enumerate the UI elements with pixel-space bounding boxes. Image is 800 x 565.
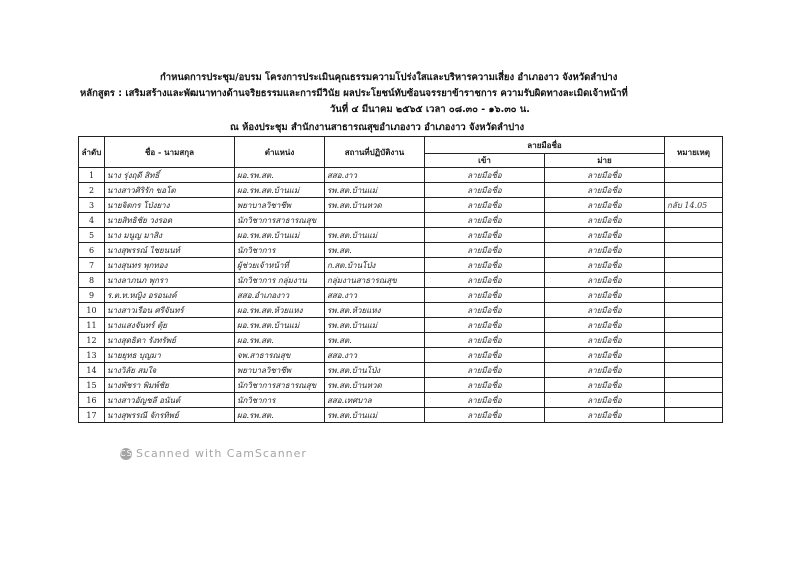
row-number: 6: [79, 243, 105, 258]
row-remark: [665, 408, 723, 423]
row-sign-out: ลายมือชื่อ: [545, 168, 665, 183]
row-number: 17: [79, 408, 105, 423]
row-sign-out: ลายมือชื่อ: [545, 378, 665, 393]
row-position: จพ.สาธารณสุข: [235, 348, 325, 363]
col-header-name: ชื่อ - นามสกุล: [105, 137, 235, 168]
table-row: [79, 288, 723, 303]
table-row: [79, 198, 723, 213]
row-name: นาง มนูญ มาสิง: [105, 228, 235, 243]
table-row: [79, 168, 723, 183]
row-name: นายยุทธ บุญมา: [105, 348, 235, 363]
row-sign-in: ลายมือชื่อ: [425, 258, 545, 273]
row-workplace: สสอ.งาว: [325, 168, 425, 183]
table-row: [79, 273, 723, 288]
row-remark: [665, 213, 723, 228]
row-number: 8: [79, 273, 105, 288]
row-number: 3: [79, 198, 105, 213]
row-sign-out: ลายมือชื่อ: [545, 363, 665, 378]
watermark-text: Scanned with CamScanner: [136, 447, 307, 460]
attendance-table: [78, 136, 723, 423]
row-sign-out: ลายมือชื่อ: [545, 243, 665, 258]
scanner-watermark: [120, 447, 450, 461]
row-number: 9: [79, 288, 105, 303]
row-position: ผอ.รพ.สต.ห้วยแหง: [235, 303, 325, 318]
header-date: วันที่ ๔ มีนาคม ๒๕๖๕ เวลา ๐๘.๓๐ - ๑๖.๓๐ น.: [330, 104, 530, 115]
row-sign-out: ลายมือชื่อ: [545, 333, 665, 348]
row-number: 5: [79, 228, 105, 243]
row-name: นางลาภนภ พุกรา: [105, 273, 235, 288]
col-header-signature: ลายมือชื่อ: [425, 137, 665, 154]
row-number: 14: [79, 363, 105, 378]
table-body: [79, 168, 723, 423]
row-sign-in: ลายมือชื่อ: [425, 288, 545, 303]
row-sign-in: ลายมือชื่อ: [425, 228, 545, 243]
row-name: ร.ต.ท.หญิง อรอนงค์: [105, 288, 235, 303]
row-name: นางสุดธิดา รังทรัพย์: [105, 333, 235, 348]
col-header-workplace: สถานที่ปฏิบัติงาน: [325, 137, 425, 168]
row-sign-out: ลายมือชื่อ: [545, 273, 665, 288]
row-name: นายจิตกร โป่งยาง: [105, 198, 235, 213]
row-remark: [665, 393, 723, 408]
row-number: 11: [79, 318, 105, 333]
row-sign-in: ลายมือชื่อ: [425, 348, 545, 363]
row-workplace: กลุ่มงานสาธารณสุข: [325, 273, 425, 288]
row-number: 12: [79, 333, 105, 348]
table-header-row: [79, 137, 723, 154]
row-sign-out: ลายมือชื่อ: [545, 408, 665, 423]
row-position: พยาบาลวิชาชีพ: [235, 198, 325, 213]
table-row: [79, 348, 723, 363]
table-row: [79, 213, 723, 228]
col-header-remarks: หมายเหตุ: [665, 137, 723, 168]
row-sign-in: ลายมือชื่อ: [425, 213, 545, 228]
row-sign-out: ลายมือชื่อ: [545, 213, 665, 228]
row-remark: [665, 168, 723, 183]
row-remark: [665, 258, 723, 273]
row-sign-in: ลายมือชื่อ: [425, 198, 545, 213]
table-row: [79, 408, 723, 423]
row-number: 16: [79, 393, 105, 408]
row-number: 10: [79, 303, 105, 318]
row-sign-out: ลายมือชื่อ: [545, 348, 665, 363]
table-row: [79, 393, 723, 408]
row-remark: [665, 378, 723, 393]
row-position: นักวิชาการ: [235, 393, 325, 408]
row-position: นักวิชาการ: [235, 243, 325, 258]
table-row: [79, 378, 723, 393]
row-workplace: สสอ.เทศบาล: [325, 393, 425, 408]
row-workplace: รพ.สต.บ้านแม่: [325, 408, 425, 423]
row-remark: [665, 303, 723, 318]
row-workplace: รพ.สต.บ้านโป่ง: [325, 363, 425, 378]
row-number: 15: [79, 378, 105, 393]
row-sign-out: ลายมือชื่อ: [545, 303, 665, 318]
row-position: ผอ.รพ.สต.: [235, 408, 325, 423]
row-position: ผอ.รพ.สต.: [235, 168, 325, 183]
row-remark: [665, 183, 723, 198]
row-name: นางสาวศิริรัก ขอโต: [105, 183, 235, 198]
row-name: นางพัชรา พิมพ์ชัย: [105, 378, 235, 393]
row-number: 2: [79, 183, 105, 198]
row-position: พยาบาลวิชาชีพ: [235, 363, 325, 378]
row-remark: [665, 228, 723, 243]
row-sign-in: ลายมือชื่อ: [425, 183, 545, 198]
table-row: [79, 183, 723, 198]
row-position: นักวิชาการสาธารณสุข: [235, 378, 325, 393]
row-name: นางสุนทร พุกทอง: [105, 258, 235, 273]
table-row: [79, 258, 723, 273]
row-workplace: สสอ.งาว: [325, 288, 425, 303]
row-position: ผอ.รพ.สต.บ้านแม่: [235, 228, 325, 243]
row-sign-out: ลายมือชื่อ: [545, 318, 665, 333]
row-workplace: รพ.สต.บ้านแม่: [325, 228, 425, 243]
row-sign-in: ลายมือชื่อ: [425, 243, 545, 258]
row-sign-out: ลายมือชื่อ: [545, 288, 665, 303]
row-position: ผู้ช่วยเจ้าหน้าที่: [235, 258, 325, 273]
row-sign-out: ลายมือชื่อ: [545, 258, 665, 273]
row-sign-in: ลายมือชื่อ: [425, 408, 545, 423]
row-sign-in: ลายมือชื่อ: [425, 393, 545, 408]
row-name: นางสาวอัญชลี อนันต์: [105, 393, 235, 408]
header-course: หลักสูตร : เสริมสร้างและพัฒนาทางด้านจริยธรรมและการมีวินัย ผลประโยชน์ทับซ้อนจรรยาข้าราชการ ความรับผิดทางละเมิดเจ้าหน้าที่: [80, 88, 628, 99]
camscanner-icon: CS: [120, 449, 133, 458]
header-title: กำหนดการประชุม/อบรม โครงการประเมินคุณธรรมความโปร่งใสและบริหารความเสี่ยง อำเภองาว จังหวัดลำปาง: [160, 72, 618, 83]
row-workplace: รพ.สต.: [325, 333, 425, 348]
row-name: นางวิลัย สมใจ: [105, 363, 235, 378]
col-header-position: ตำแหน่ง: [235, 137, 325, 168]
row-position: ผอ.รพ.สต.บ้านแม่: [235, 183, 325, 198]
header-venue: ณ ห้องประชุม สำนักงานสาธารณสุขอำเภองาว อำเภองาว จังหวัดลำปาง: [230, 122, 525, 133]
col-header-sign-in: เข้า: [425, 154, 545, 168]
row-sign-out: ลายมือชื่อ: [545, 183, 665, 198]
row-position: ผอ.รพ.สต.บ้านแม่: [235, 318, 325, 333]
row-remark: กลับ 14.05: [665, 198, 723, 213]
row-workplace: รพ.สต.: [325, 243, 425, 258]
row-position: นักวิชาการ กลุ่มงาน: [235, 273, 325, 288]
row-sign-in: ลายมือชื่อ: [425, 303, 545, 318]
row-workplace: รพ.สต.บ้านแม่: [325, 318, 425, 333]
table-row: [79, 303, 723, 318]
row-remark: [665, 273, 723, 288]
row-sign-out: ลายมือชื่อ: [545, 228, 665, 243]
row-name: นาง รุ่งฤดี สิทธิ์: [105, 168, 235, 183]
row-sign-in: ลายมือชื่อ: [425, 363, 545, 378]
row-position: สสอ.อำเภองาว: [235, 288, 325, 303]
row-remark: [665, 288, 723, 303]
row-workplace: รพ.สต.ห้วยแหง: [325, 303, 425, 318]
row-number: 13: [79, 348, 105, 363]
row-position: ผอ.รพ.สต.: [235, 333, 325, 348]
row-name: นายสิทธิชัย วงรอด: [105, 213, 235, 228]
row-workplace: รพ.สต.บ้านหวด: [325, 198, 425, 213]
row-workplace: สสอ.งาว: [325, 348, 425, 363]
row-remark: [665, 243, 723, 258]
row-remark: [665, 363, 723, 378]
col-header-sign-out: ม่าย: [545, 154, 665, 168]
row-position: นักวิชาการสาธารณสุข: [235, 213, 325, 228]
row-sign-in: ลายมือชื่อ: [425, 168, 545, 183]
row-number: 4: [79, 213, 105, 228]
row-remark: [665, 348, 723, 363]
row-sign-in: ลายมือชื่อ: [425, 273, 545, 288]
row-sign-in: ลายมือชื่อ: [425, 333, 545, 348]
row-workplace: รพ.สต.บ้านหวด: [325, 378, 425, 393]
row-workplace: [325, 213, 425, 228]
table-row: [79, 243, 723, 258]
row-name: นางสุพรรณ์ ไชยนนท์: [105, 243, 235, 258]
row-workplace: รพ.สต.บ้านแม่: [325, 183, 425, 198]
row-sign-in: ลายมือชื่อ: [425, 318, 545, 333]
row-workplace: ก.สต.บ้านโป่ง: [325, 258, 425, 273]
row-sign-out: ลายมือชื่อ: [545, 198, 665, 213]
row-name: นางสาวเรือน ศรีจันทร์: [105, 303, 235, 318]
row-sign-out: ลายมือชื่อ: [545, 393, 665, 408]
row-number: 1: [79, 168, 105, 183]
table-row: [79, 333, 723, 348]
row-remark: [665, 333, 723, 348]
table-row: [79, 228, 723, 243]
row-number: 7: [79, 258, 105, 273]
row-name: นางสุพรรณี จักรทิพย์: [105, 408, 235, 423]
row-remark: [665, 318, 723, 333]
row-sign-in: ลายมือชื่อ: [425, 378, 545, 393]
table-row: [79, 318, 723, 333]
col-header-no: ลำดับ: [79, 137, 105, 168]
row-name: นางแสงจันทร์ ตุ้ย: [105, 318, 235, 333]
table-row: [79, 363, 723, 378]
